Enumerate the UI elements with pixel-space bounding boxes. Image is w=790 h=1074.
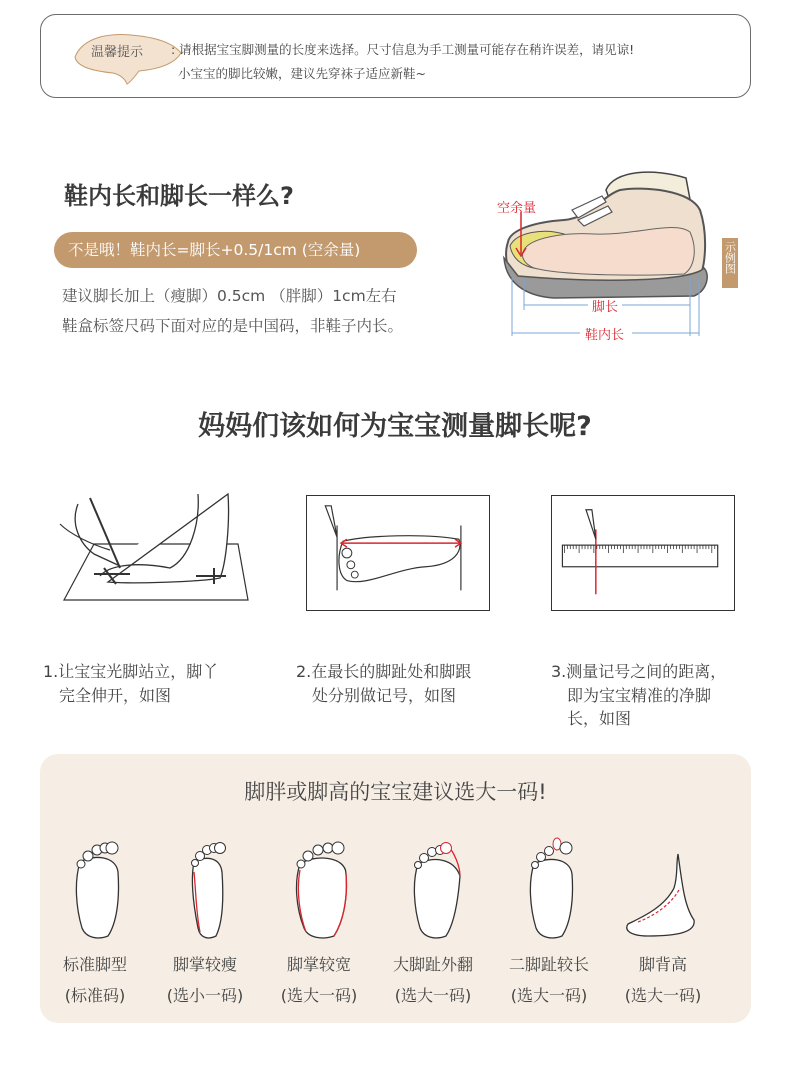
step-2-text [296,660,506,707]
step-3-line-1: 3.测量记号之间的距离， [551,662,727,681]
foot-type-name: 大脚趾外翻 [392,955,473,974]
marked-foot-icon [306,495,490,611]
example-tag-text: 示例图 [723,241,737,274]
step-3-line-3: 长，如图 [567,709,632,728]
foot-type-name: 二脚趾较长 [508,955,589,974]
foot-type-name: 脚掌较宽 [286,955,351,974]
foot-type-advice: (选大一码) [280,986,358,1005]
foot-type-advice: (标准码) [64,986,126,1005]
foot-type-name: 脚背高 [638,955,687,974]
label-spare-space: 空余量 [497,201,537,216]
foot-type-card [40,832,150,1006]
shoe-diagram-icon [494,150,744,350]
section3-title: 脚胖或脚高的宝宝建议选大一码! [244,780,547,804]
thin-foot-icon [160,832,250,942]
wide-foot-icon [274,832,364,942]
section1-title: 鞋内长和脚长一样么? [64,182,294,210]
bunion-foot-icon [388,832,478,942]
foot-type-card [378,832,488,1006]
foot-type-advice: (选大一码) [624,986,702,1005]
step-1-text [43,660,253,707]
high-instep-icon [618,832,708,942]
tip-box [40,14,751,98]
step-3-text [551,660,761,731]
normal-foot-icon [50,832,140,942]
foot-type-name: 标准脚型 [62,955,127,974]
tip-title: 温馨提示 [91,45,144,60]
foot-type-card [608,832,718,1006]
label-inner-length: 鞋内长 [585,328,625,343]
foot-type-advice: (选小一码) [166,986,244,1005]
section1-text-2: 鞋盒标签尺码下面对应的是中国码，非鞋子内长。 [62,317,404,335]
step-2-line-1: 2.在最长的脚趾处和脚跟 [296,662,472,681]
foot-type-panel [40,754,751,1023]
section2-title: 妈妈们该如何为宝宝测量脚长呢? [198,411,592,442]
ruler-icon [551,495,735,611]
foot-type-card [264,832,374,1006]
section1-text-1: 建议脚长加上（瘦脚）0.5cm （胖脚）1cm左右 [62,287,397,305]
foot-type-advice: (选大一码) [510,986,588,1005]
formula-pill: 不是哦！鞋内长=脚长+0.5/1cm (空余量) [54,232,417,268]
tip-line-1: : 请根据宝宝脚测量的长度来选择。尺寸信息为手工测量可能存在稍许误差，请见谅! [171,42,635,57]
foot-type-card [150,832,260,1006]
tip-line-2: 小宝宝的脚比较嫩，建议先穿袜子适应新鞋~ [178,66,426,81]
step-1-line-2: 完全伸开，如图 [59,685,172,705]
step-1-line-1: 1.让宝宝光脚站立，脚丫 [43,662,219,681]
step-3-line-2: 即为宝宝精准的净脚 [567,685,712,705]
example-tag [722,238,738,288]
foot-type-advice: (选大一码) [394,986,472,1005]
label-foot-length: 脚长 [592,300,619,315]
foot-type-card [494,832,604,1006]
foot-type-name: 脚掌较瘦 [172,955,237,974]
long-second-toe-icon [504,832,594,942]
standing-foot-icon [50,484,255,610]
step-2-line-2: 处分别做记号，如图 [312,685,457,705]
